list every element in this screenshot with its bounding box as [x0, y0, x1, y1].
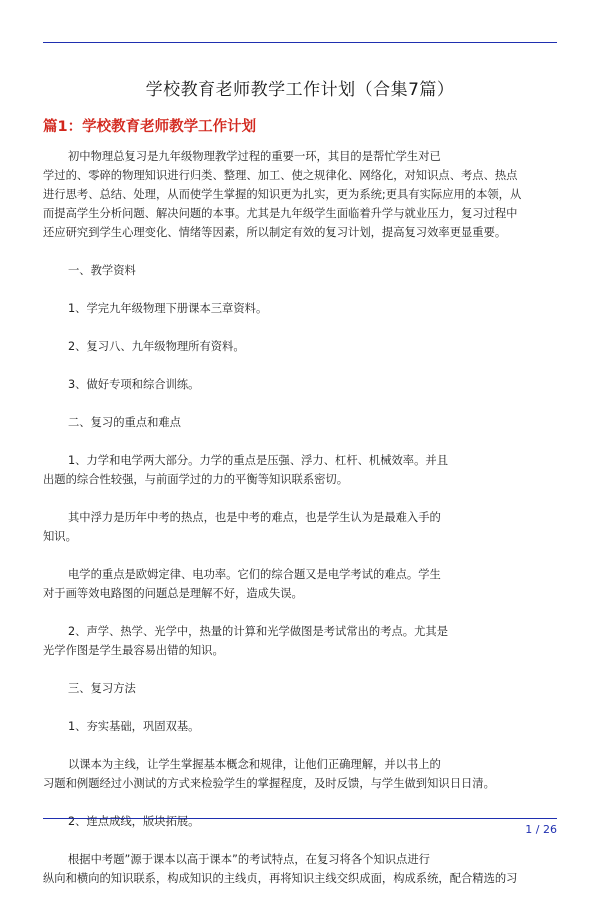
paragraph-line: 光学作图是学生最容易出错的知识。	[43, 644, 224, 657]
header-rule	[43, 42, 557, 43]
paragraph	[43, 755, 557, 793]
paragraph: 3、做好专项和综合训练。	[68, 378, 200, 391]
paragraph-line: 学过的、零碎的物理知识进行归类、整理、加工、使之规律化、网络化，对知识点、考点、热点	[43, 169, 518, 182]
paragraph-line: 以课本为主线，让学生掌握基本概念和规律，让他们正确理解，并以书上的	[68, 758, 441, 771]
paragraph	[43, 565, 557, 603]
paragraph-line: 知识。	[43, 530, 77, 543]
paragraph-line: 对于画等效电路图的问题总是理解不好，造成失误。	[43, 587, 303, 600]
section-heading: 篇1：学校教育老师教学工作计划	[43, 119, 257, 135]
paragraph-line: 电学的重点是欧姆定律、电功率。它们的综合题又是电学考试的难点。学生	[68, 568, 441, 581]
document-body	[43, 147, 557, 907]
paragraph: 1、夯实基础，巩固双基。	[68, 720, 200, 733]
paragraph-line: 根据中考题”源于课本以高于课本”的考试特点，在复习将各个知识点进行	[68, 853, 430, 866]
paragraph	[43, 508, 557, 546]
footer-rule	[43, 818, 557, 819]
paragraph-line: 纵向和横向的知识联系，构成知识的主线贞，再将知识主线交织成面，构成系统，配合精选的习	[43, 872, 518, 885]
paragraph: 二、复习的重点和难点	[68, 416, 181, 429]
paragraph-line: 2、声学、热学、光学中，热量的计算和光学做图是考试常出的考点。尤其是	[68, 625, 448, 638]
paragraph-line: 而提高学生分析问题、解决问题的本事。尤其是九年级学生面临着升学与就业压力，复习过程中	[43, 207, 518, 220]
document-title: 学校教育老师教学工作计划（合集7篇）	[145, 80, 455, 100]
paragraph: 一、教学资料	[68, 264, 136, 277]
paragraph: 2、连点成线，版块拓展。	[68, 815, 200, 828]
paragraph-line: 出题的综合性较强，与前面学过的力的平衡等知识联系密切。	[43, 473, 349, 486]
paragraph-line: 进行思考、总结、处理，从而使学生掌握的知识更为扎实，更为系统;更具有实际应用的本领，从	[43, 188, 522, 201]
paragraph	[43, 622, 557, 660]
paragraph-line: 习题和例题经过小测试的方式来检验学生的掌握程度，及时反馈，与学生做到知识日日清。	[43, 777, 495, 790]
paragraph: 1、学完九年级物理下册课本三章资料。	[68, 302, 268, 315]
paragraph: 2、复习八、九年级物理所有资料。	[68, 340, 245, 353]
paragraph-line: 其中浮力是历年中考的热点，也是中考的难点，也是学生认为是最难入手的	[68, 511, 441, 524]
paragraph-line: 还应研究到学生心理变化、情绪等因素，所以制定有效的复习计划，提高复习效率更显重要。	[43, 226, 507, 239]
paragraph-line: 1、力学和电学两大部分。力学的重点是压强、浮力、杠杆、机械效率。并且	[68, 454, 448, 467]
paragraph: 三、复习方法	[68, 682, 136, 695]
page-number: 1 / 26	[525, 823, 557, 836]
paragraph	[43, 147, 557, 242]
paragraph-line: 初中物理总复习是九年级物理教学过程的重要一环，其目的是帮忙学生对已	[68, 150, 441, 163]
paragraph	[43, 850, 557, 888]
paragraph	[43, 451, 557, 489]
